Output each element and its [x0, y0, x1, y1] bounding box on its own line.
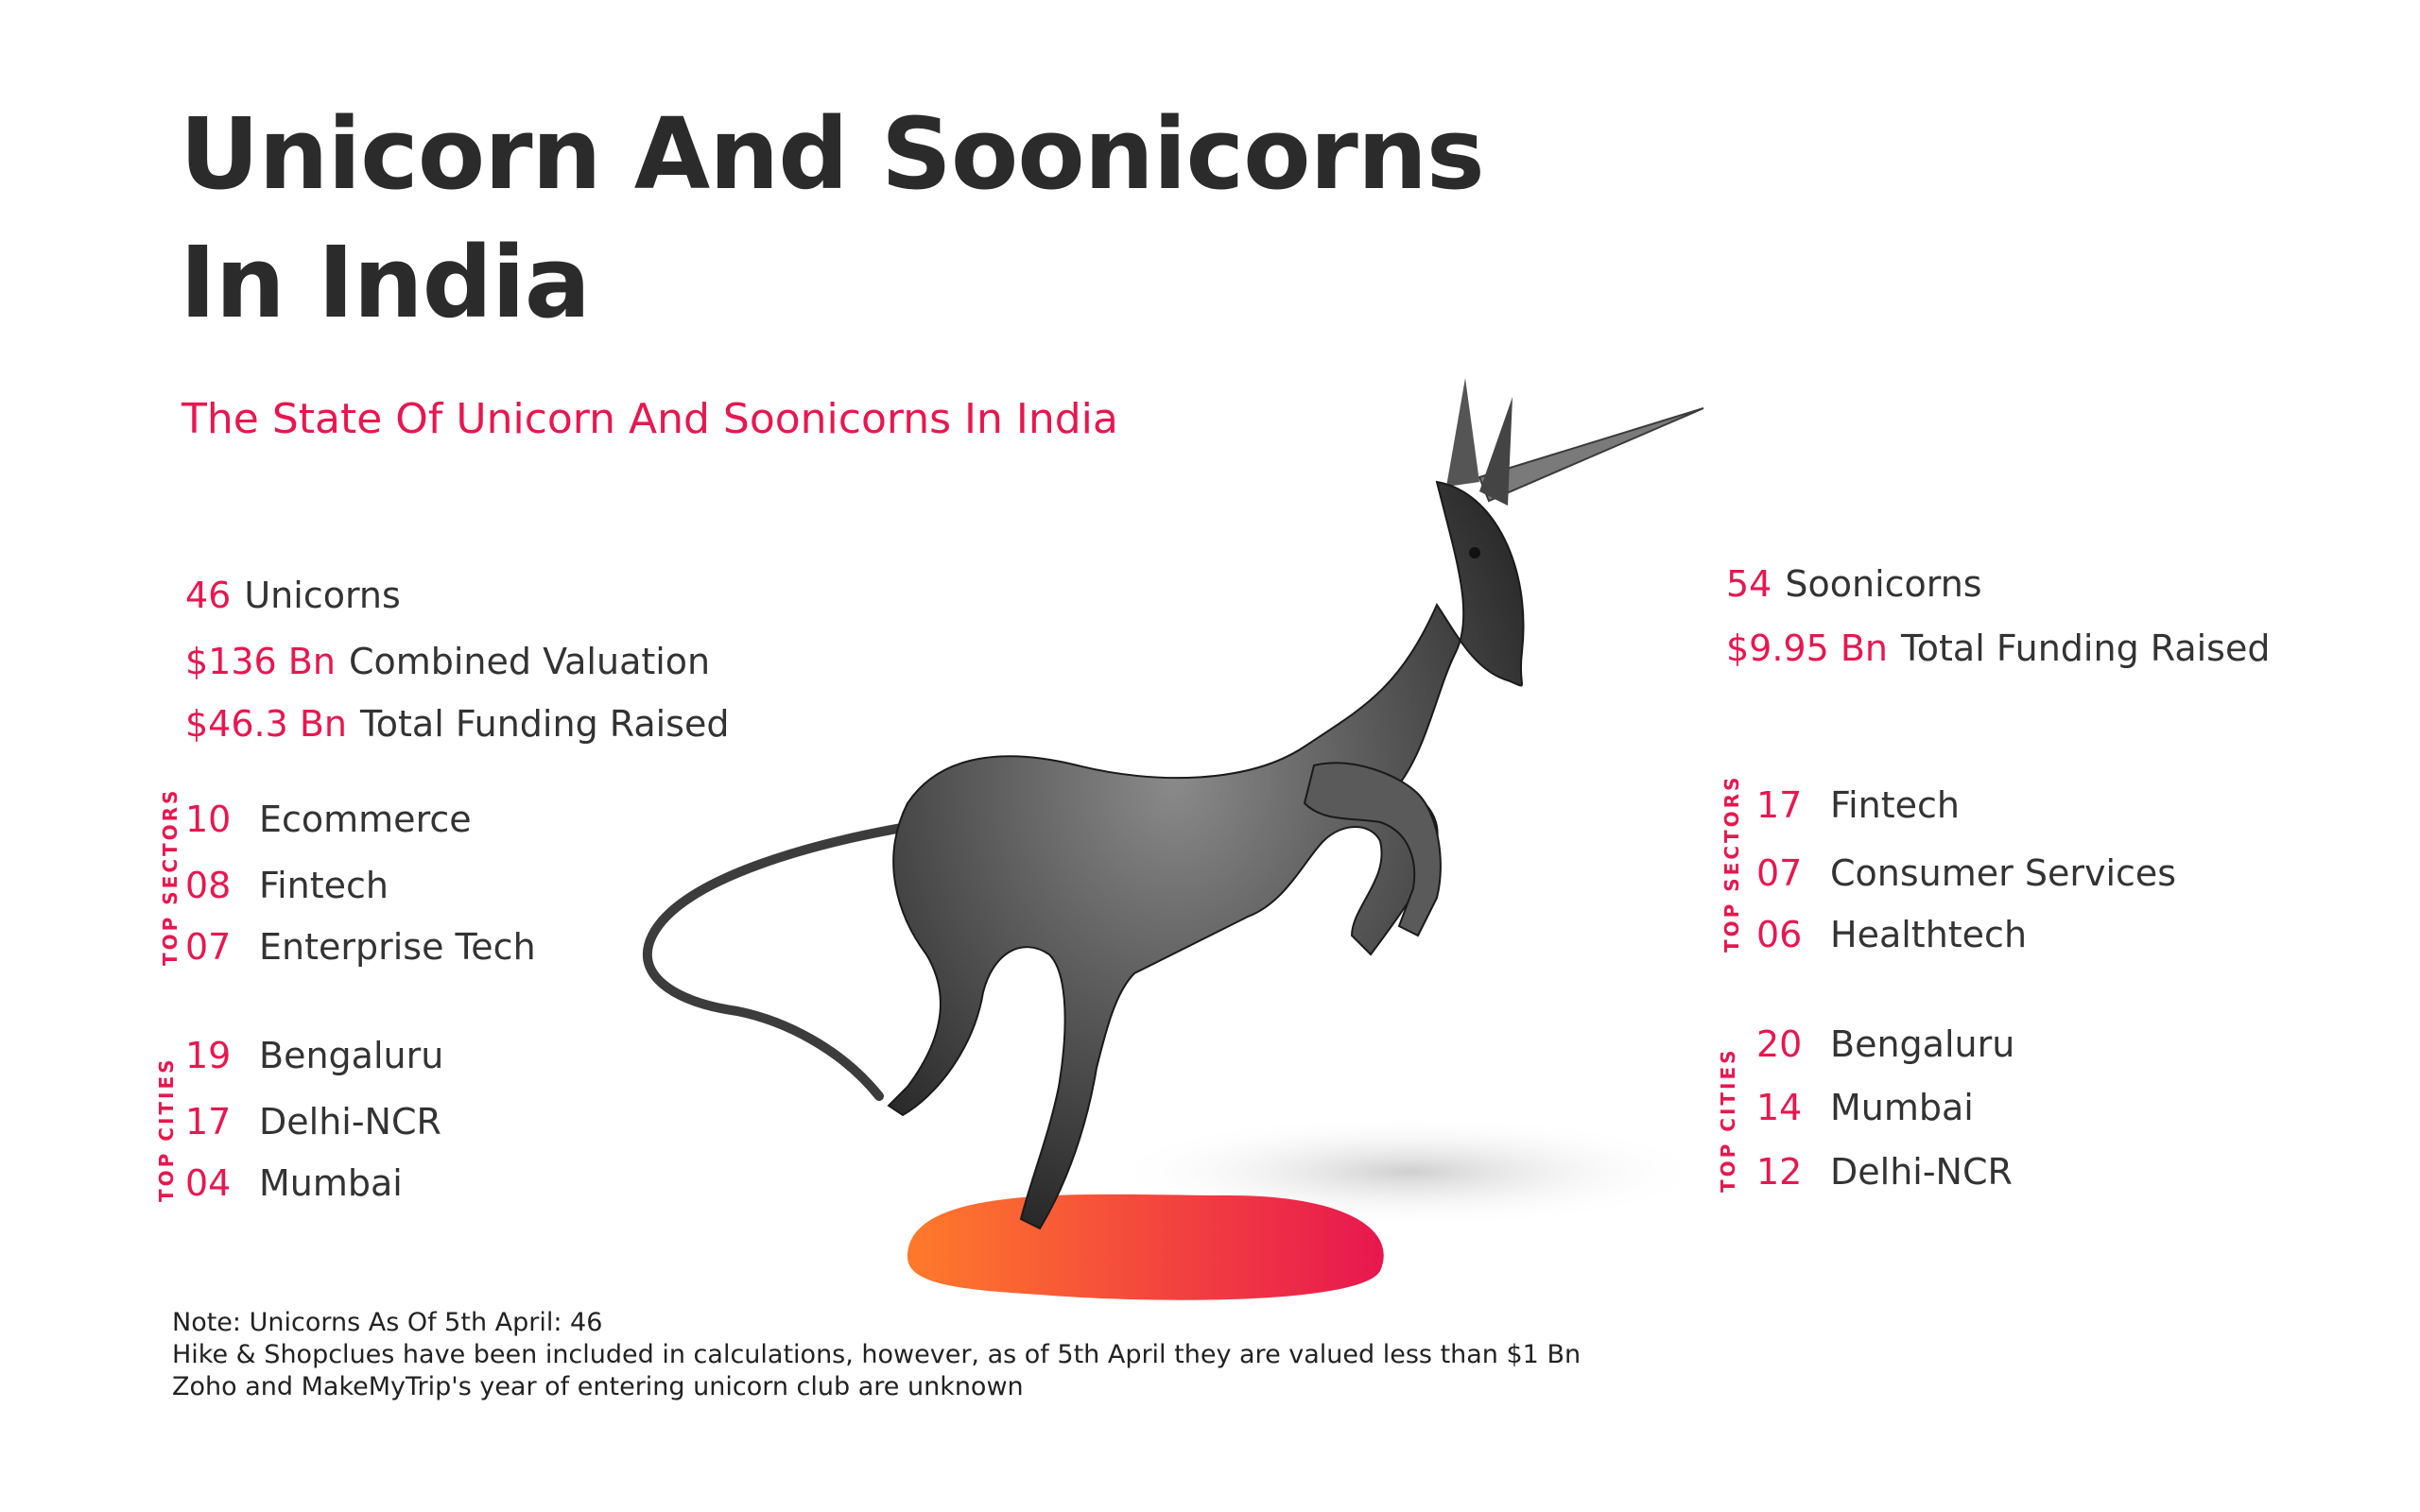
soonicorn-stat-funding-label: Total Funding Raised [1901, 627, 2271, 669]
soonicorn-city-row [1756, 1087, 1974, 1128]
soonicorn-sector-name: Healthtech [1830, 914, 2028, 955]
unicorn-stat-funding-value: $46.3 Bn [185, 703, 348, 745]
soonicorn-sector-row [1756, 852, 2176, 894]
unicorn-city-name: Mumbai [259, 1162, 403, 1204]
soonicorn-city-name: Delhi-NCR [1830, 1151, 2013, 1193]
horn [1479, 408, 1703, 501]
unicorn-sector-name: Ecommerce [259, 799, 472, 840]
soonicorn-sector-row [1756, 914, 2027, 955]
footnotes [172, 1307, 1581, 1403]
soonicorn-stat-count [1726, 563, 1982, 605]
unicorn-sector-row [185, 865, 389, 906]
footnote-line: Note: Unicorns As Of 5th April: 46 [172, 1308, 603, 1337]
unicorn-city-row [185, 1101, 441, 1143]
soonicorn-sector-name: Consumer Services [1830, 852, 2177, 894]
soonicorn-stat-count-label: Soonicorns [1785, 563, 1982, 605]
soonicorn-stat-funding [1726, 627, 2270, 669]
unicorn-city-count: 19 [185, 1035, 232, 1076]
soonicorn-sector-count: 06 [1756, 914, 1803, 955]
soonicorn-city-name: Mumbai [1830, 1087, 1974, 1128]
soonicorn-stat-count-value: 54 [1726, 563, 1772, 605]
soonicorn-sector-row [1756, 784, 1960, 826]
unicorn-top-cities-label: TOP CITIES [155, 1057, 178, 1202]
red-splash [908, 1194, 1384, 1300]
title-line-2: In India [180, 225, 590, 340]
soonicorn-city-count: 14 [1756, 1087, 1803, 1128]
unicorn-city-name: Delhi-NCR [259, 1101, 441, 1143]
soonicorn-top-cities-label: TOP CITIES [1717, 1047, 1739, 1193]
unicorn-sector-row [185, 926, 536, 968]
unicorn-stat-valuation [185, 641, 710, 682]
soonicorn-city-row [1756, 1151, 2013, 1193]
unicorn-stat-funding [185, 703, 729, 745]
soonicorn-sector-count: 07 [1756, 852, 1803, 894]
soonicorn-sector-name: Fintech [1830, 784, 1960, 826]
soonicorn-stat-funding-value: $9.95 Bn [1726, 627, 1889, 669]
unicorn-stat-count-value: 46 [185, 575, 232, 616]
unicorn-city-count: 04 [185, 1162, 232, 1204]
soonicorn-city-count: 20 [1756, 1023, 1803, 1065]
soonicorn-city-count: 12 [1756, 1151, 1803, 1193]
page-title [180, 90, 1484, 347]
unicorn-stat-count [185, 575, 401, 616]
unicorn-city-name: Bengaluru [259, 1035, 444, 1076]
unicorn-stat-valuation-value: $136 Bn [185, 641, 336, 682]
soonicorn-city-row [1756, 1023, 2014, 1065]
ear-left [1446, 378, 1479, 487]
title-line-1: Unicorn And Soonicorns [180, 96, 1484, 212]
unicorn-stat-count-label: Unicorns [244, 575, 401, 616]
unicorn-sector-name: Fintech [259, 865, 389, 906]
eye [1469, 547, 1480, 558]
unicorn-city-row [185, 1162, 403, 1204]
footnote-line: Hike & Shopclues have been included in calculations, however, as of 5th April they are valued less than $1 Bn [172, 1340, 1582, 1369]
unicorn-illustration [624, 350, 1758, 1314]
unicorn-sector-count: 08 [185, 865, 232, 906]
unicorn-sector-count: 07 [185, 926, 232, 968]
unicorn-city-row [185, 1035, 443, 1076]
footnote-line: Zoho and MakeMyTrip's year of entering unicorn club are unknown [172, 1372, 1024, 1401]
soonicorn-sector-count: 17 [1756, 784, 1803, 826]
unicorn-stat-funding-label: Total Funding Raised [360, 703, 730, 745]
soonicorn-city-name: Bengaluru [1830, 1023, 2015, 1065]
ear-right [1479, 397, 1512, 506]
soonicorn-top-sectors-label: TOP SECTORS [1720, 774, 1743, 953]
unicorn-stat-valuation-label: Combined Valuation [348, 641, 711, 682]
unicorn-top-sectors-label: TOP SECTORS [159, 787, 182, 966]
unicorn-sector-count: 10 [185, 799, 232, 840]
unicorn-sector-name: Enterprise Tech [259, 926, 536, 968]
subtitle: The State Of Unicorn And Soonicorns In India [182, 395, 1118, 443]
unicorn-city-count: 17 [185, 1101, 232, 1143]
unicorn-sector-row [185, 799, 472, 840]
